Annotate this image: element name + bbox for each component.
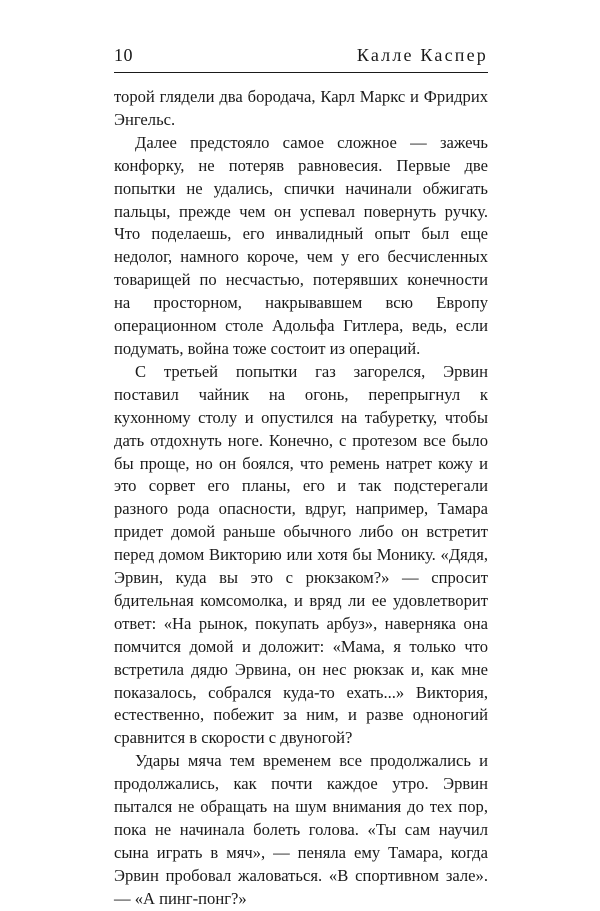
running-header	[114, 44, 488, 73]
paragraph: С третьей попытки газ загорелся, Эрвин поставил чайник на огонь, перепрыгнул к кухонному столу и опустился на табуретку, чтобы дать отдохнуть ноге. Конечно, с протезом все было бы проще, но он боялся, что ремень натрет кожу и это сорвет его планы, его и так подстерегали разного рода опасности, вдруг, например, Тамара придет домой раньше обычного либо он встретит перед домом Викторию или хотя бы Монику. «Дядя, Эрвин, куда вы это с рюкзаком?» — спросит бдительная комсомолка, и вряд ли ее удовлетворит ответ: «На рынок, покупать арбуз», наверняка она помчится домой и доложит: «Мама, я только что встретила дядю Эрвина, он нес рюкзак и, как мне показалось, собрался куда-то ехать...» Виктория, естественно, побежит за ним, и разве одноногий сравнится в скорости с двуногой?	[114, 361, 488, 748]
page-number: 10	[114, 45, 133, 65]
book-page	[114, 44, 488, 911]
paragraph: Удары мяча тем временем все продолжались и продолжались, как почти каждое утро. Эрвин пытался не обращать на шум внимания до тех пор, пока не начинала болеть голова. «Ты сам научил сына играть в мяч», — пеняла ему Тамара, когда Эрвин пробовал жаловаться. «В спортивном зале». — «А пинг-понг?»	[114, 751, 488, 908]
paragraph-continued: торой глядели два бородача, Карл Маркс и Фридрих Энгельс.	[114, 87, 488, 129]
body-text	[114, 86, 488, 911]
running-title-author: Калле Каспер	[356, 45, 488, 65]
paragraph: Далее предстояло самое сложное — зажечь конфорку, не потеряв равновесия. Первые две попытки не удались, спички начинали обжигать пальцы, прежде чем он успевал повернуть ручку. Что поделаешь, его инвалидный опыт был еще недолог, намного короче, чем у его бесчисленных товарищей по несчастью, потерявших конечности на просторном, накрывавшем всю Европу операционном столе Адольфа Гитлера, ведь, если подумать, война тоже состоит из операций.	[114, 132, 488, 358]
